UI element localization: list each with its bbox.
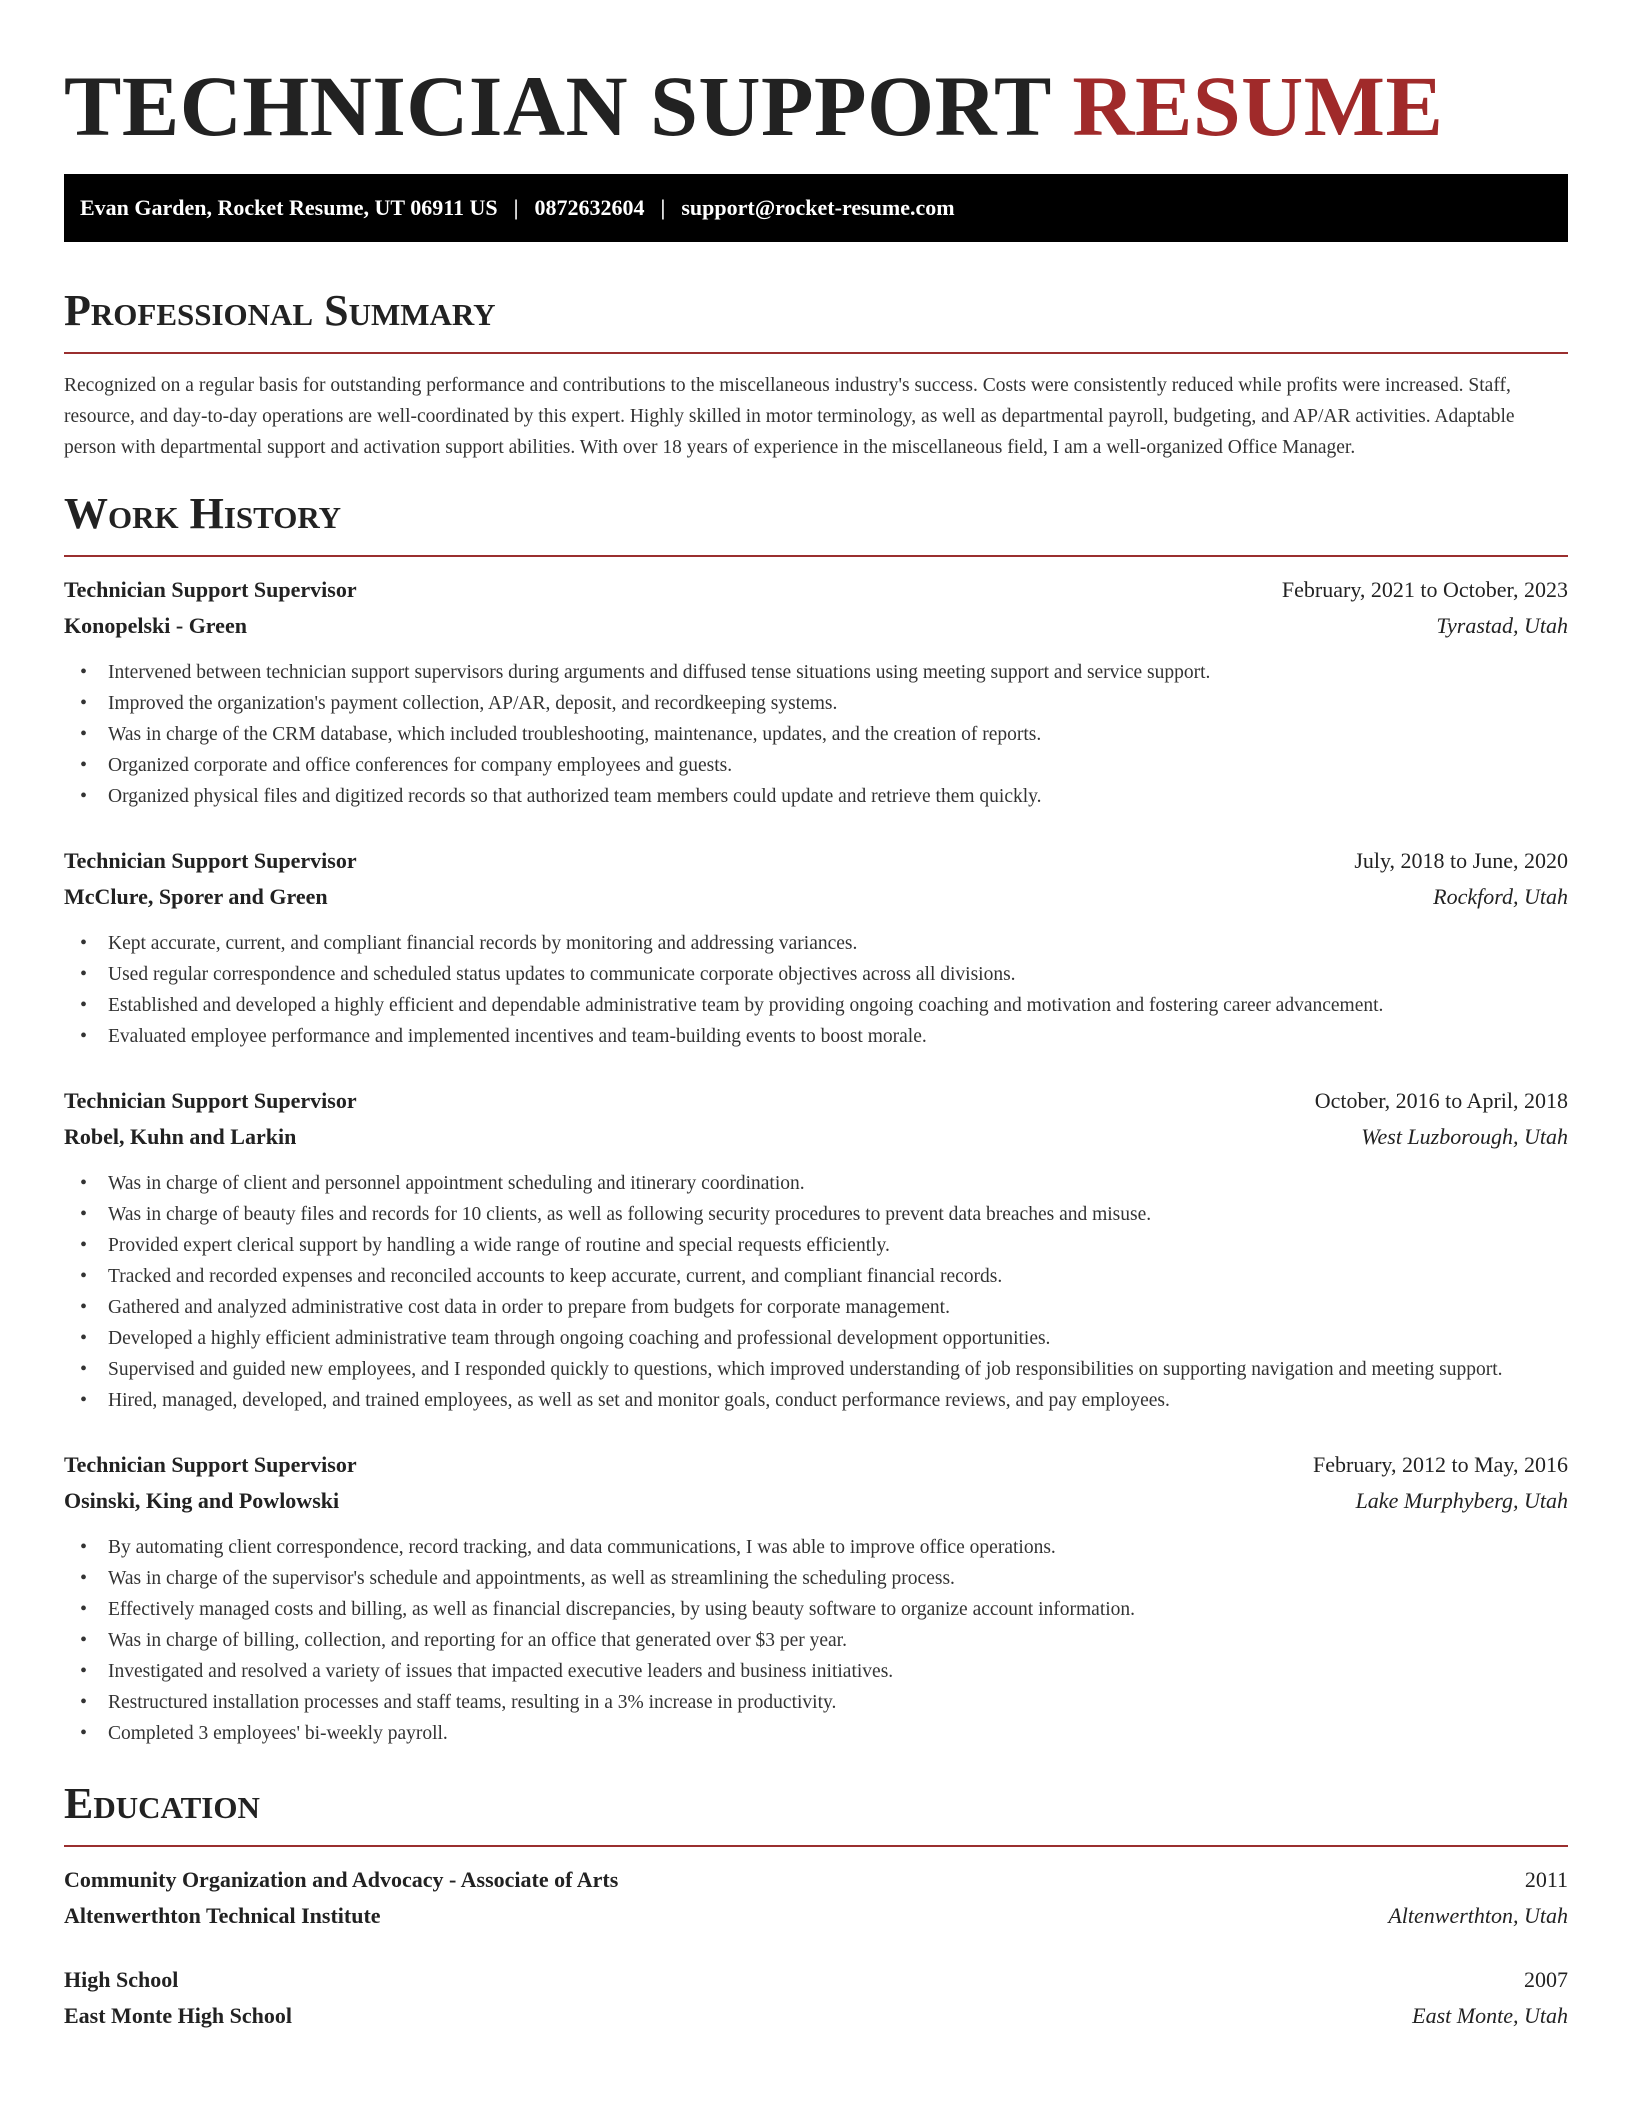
job-header-row <box>64 1450 1568 1480</box>
job-company-row <box>64 1122 1568 1152</box>
job-company: Konopelski - Green <box>64 613 247 638</box>
contact-phone: 0872632604 <box>534 195 645 220</box>
job-bullet: • Investigated and resolved a variety of issues that impacted executive leaders and business initiatives. <box>64 1656 1568 1687</box>
job-dates: October, 2016 to April, 2018 <box>1314 1088 1568 1113</box>
education-school: Altenwerthton Technical Institute <box>64 1903 381 1928</box>
job-company-row <box>64 1486 1568 1516</box>
job-bullet: • Gathered and analyzed administrative cost data in order to prepare from budgets for corporate management. <box>64 1292 1568 1323</box>
education-list <box>64 1865 1568 2031</box>
job-bullet: • Provided expert clerical support by handling a wide range of routine and special requests efficiently. <box>64 1230 1568 1261</box>
job-company-row <box>64 882 1568 912</box>
job-entry <box>64 1450 1568 1749</box>
job-title: Technician Support Supervisor <box>64 848 357 873</box>
job-bullet: • Hired, managed, developed, and trained employees, as well as set and monitor goals, conduct performance reviews, and pay employees. <box>64 1385 1568 1416</box>
education-school-row <box>64 2001 1568 2031</box>
job-entry <box>64 846 1568 1052</box>
job-bullet: • Restructured installation processes and staff teams, resulting in a 3% increase in productivity. <box>64 1687 1568 1718</box>
job-bullet: • Used regular correspondence and scheduled status updates to communicate corporate objectives across all divisions. <box>64 959 1568 990</box>
education-school: East Monte High School <box>64 2003 292 2028</box>
job-bullet: • Was in charge of beauty files and records for 10 clients, as well as following security procedures to prevent data breaches and misuse. <box>64 1199 1568 1230</box>
contact-separator: | <box>513 195 519 220</box>
education-location: Altenwerthton, Utah <box>1388 1903 1568 1928</box>
education-year: 2007 <box>1524 1967 1568 1992</box>
job-title: Technician Support Supervisor <box>64 1088 357 1113</box>
job-bullet: • Was in charge of the CRM database, which included troubleshooting, maintenance, updates, and the creation of reports. <box>64 719 1568 750</box>
job-dates: February, 2021 to October, 2023 <box>1281 577 1568 602</box>
job-entry <box>64 1086 1568 1416</box>
job-bullet: • By automating client correspondence, record tracking, and data communications, I was able to improve office operations. <box>64 1532 1568 1563</box>
summary-heading: Professional Summary <box>64 286 496 335</box>
job-bullet: • Was in charge of client and personnel appointment scheduling and itinerary coordination. <box>64 1168 1568 1199</box>
job-bullet: • Developed a highly efficient administrative team through ongoing coaching and professional development opportunities. <box>64 1323 1568 1354</box>
section-divider <box>64 1845 1568 1847</box>
job-bullet: • Completed 3 employees' bi-weekly payroll. <box>64 1718 1568 1749</box>
job-bullet-list <box>64 928 1568 1052</box>
job-dates: February, 2012 to May, 2016 <box>1313 1452 1568 1477</box>
work-history-heading: Work History <box>64 489 342 538</box>
education-header-row <box>64 1965 1568 1995</box>
job-bullet: • Effectively managed costs and billing, as well as financial discrepancies, by using beauty software to organize account information. <box>64 1594 1568 1625</box>
job-location: Lake Murphyberg, Utah <box>1355 1488 1568 1513</box>
job-bullet: • Organized corporate and office conferences for company employees and guests. <box>64 750 1568 781</box>
job-header-row <box>64 846 1568 876</box>
contact-address: Evan Garden, Rocket Resume, UT 06911 US <box>80 195 498 220</box>
section-divider <box>64 555 1568 557</box>
contact-bar <box>64 174 1568 242</box>
education-header-row <box>64 1865 1568 1895</box>
job-header-row <box>64 1086 1568 1116</box>
job-bullet: • Intervened between technician support supervisors during arguments and diffused tense situations using meeting support and service support. <box>64 657 1568 688</box>
education-heading: Education <box>64 1779 260 1828</box>
job-company: Osinski, King and Powlowski <box>64 1488 340 1513</box>
job-bullet-list <box>64 1168 1568 1416</box>
job-bullet: • Was in charge of billing, collection, and reporting for an office that generated over $3 per year. <box>64 1625 1568 1656</box>
job-bullet: • Established and developed a highly efficient and dependable administrative team by providing ongoing coaching and motivation and fostering career advancement. <box>64 990 1568 1021</box>
education-school-row <box>64 1901 1568 1931</box>
job-bullet: • Supervised and guided new employees, and I responded quickly to questions, which improved understanding of job responsibilities on supporting navigation and meeting support. <box>64 1354 1568 1385</box>
work-history-list <box>64 575 1568 1749</box>
job-bullet: • Organized physical files and digitized records so that authorized team members could update and retrieve them quickly. <box>64 781 1568 812</box>
job-bullet: • Kept accurate, current, and compliant financial records by monitoring and addressing variances. <box>64 928 1568 959</box>
education-degree: High School <box>64 1967 179 1992</box>
job-location: Rockford, Utah <box>1433 884 1568 909</box>
job-title: Technician Support Supervisor <box>64 577 357 602</box>
job-dates: July, 2018 to June, 2020 <box>1354 848 1568 873</box>
job-bullet: • Evaluated employee performance and implemented incentives and team-building events to boost morale. <box>64 1021 1568 1052</box>
education-year: 2011 <box>1524 1867 1568 1892</box>
contact-email: support@rocket-resume.com <box>681 195 955 220</box>
job-location: West Luzborough, Utah <box>1361 1124 1568 1149</box>
job-company: Robel, Kuhn and Larkin <box>64 1124 297 1149</box>
job-bullet-list <box>64 1532 1568 1749</box>
job-entry <box>64 575 1568 812</box>
resume-title <box>64 60 1568 152</box>
education-location: East Monte, Utah <box>1412 2003 1568 2028</box>
education-entry <box>64 1965 1568 2031</box>
job-header-row <box>64 575 1568 605</box>
job-title: Technician Support Supervisor <box>64 1452 357 1477</box>
job-bullet: • Was in charge of the supervisor's schedule and appointments, as well as streamlining the scheduling process. <box>64 1563 1568 1594</box>
job-bullet: • Tracked and recorded expenses and reconciled accounts to keep accurate, current, and compliant financial records. <box>64 1261 1568 1292</box>
job-company: McClure, Sporer and Green <box>64 884 328 909</box>
contact-separator: | <box>660 195 666 220</box>
section-divider <box>64 352 1568 354</box>
job-bullet: • Improved the organization's payment collection, AP/AR, deposit, and recordkeeping systems. <box>64 688 1568 719</box>
job-location: Tyrastad, Utah <box>1436 613 1568 638</box>
education-degree: Community Organization and Advocacy - Associate of Arts <box>64 1867 619 1892</box>
summary-text: Recognized on a regular basis for outstanding performance and contributions to the miscellaneous industry's success. Costs were consistently reduced while profits were increased. Staff, resource, and day-to-day operations are well-coordinated by this expert. Highly skilled in motor terminology, as well as departmental payroll, budgeting, and AP/AR activities. Adaptable person with departmental support and activation support abilities. With over 18 years of experience in the miscellaneous field, I am a well-organized Office Manager. <box>64 375 1515 458</box>
title-accent: RESUME <box>1072 58 1444 154</box>
education-entry <box>64 1865 1568 1931</box>
title-main: TECHNICIAN SUPPORT <box>64 58 1051 154</box>
job-company-row <box>64 611 1568 641</box>
job-bullet-list <box>64 657 1568 812</box>
